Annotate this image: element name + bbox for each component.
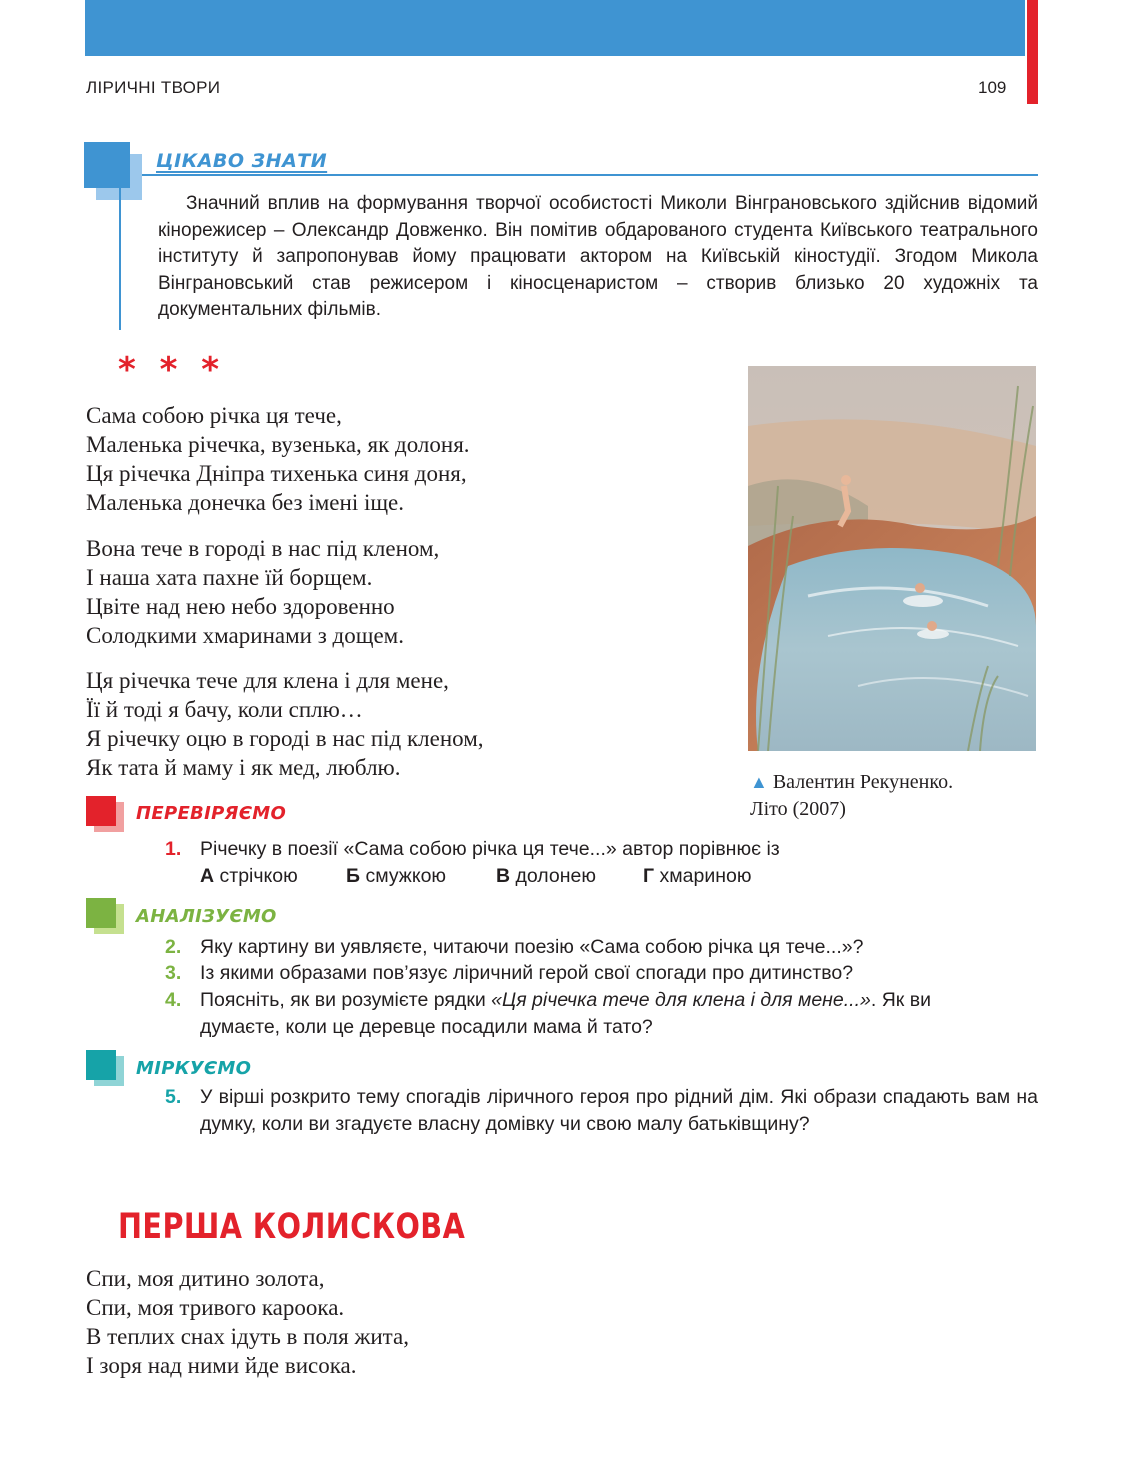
option-b: Б смужкою (346, 865, 447, 887)
poem-line: І наша хата пахне їй борщем. (86, 565, 373, 590)
top-color-band (85, 0, 1025, 56)
poem-line: Ця річечка тече для клена і для мене, (86, 668, 449, 693)
poem-stanza-3 (86, 666, 484, 782)
check-section-icon (86, 796, 116, 826)
poem2-title: ПЕРША КОЛИСКОВА (118, 1207, 466, 1247)
running-head: ЛІРИЧНІ ТВОРИ (86, 78, 221, 97)
question-text-line2: думаєте, коли це деревце посадили мама й тато? (200, 1016, 653, 1038)
poem-line: Вона тече в городі в нас під кленом, (86, 536, 440, 561)
question-number: 2. (165, 936, 182, 958)
question-1 (165, 836, 1045, 890)
question-number: 5. (165, 1086, 182, 1108)
analyze-section-icon (86, 898, 116, 928)
poem-line: Я річечку оцю в городі в нас під кленом, (86, 726, 484, 751)
page-edge-marker (1027, 0, 1038, 104)
info-box-rule (142, 174, 1038, 176)
reason-section-icon (86, 1050, 116, 1080)
option-c: В долонею (496, 865, 596, 887)
caption-author: Валентин Рекуненко. (772, 771, 954, 793)
painting-illustration (748, 366, 1036, 751)
poem-line: Цвіте над нею небо здоровенно (86, 594, 395, 619)
question-text: У вірші розкрито тему спогадів ліричного героя про рідний дім. Які образи спадають вам на думку, коли ви згадуєте власну домівку чи свою малу батьківщину? (200, 1086, 1038, 1135)
answer-options (200, 863, 751, 890)
reason-section-title: МІРКУЄМО (136, 1058, 252, 1079)
info-box-title: ЦІКАВО ЗНАТИ (156, 150, 328, 172)
analyze-section-title: АНАЛІЗУЄМО (136, 906, 277, 927)
question-number: 1. (165, 838, 182, 860)
poem-line: Її й тоді я бачу, коли сплю… (86, 697, 363, 722)
poem-stars-title: * * * (118, 350, 226, 390)
poem-line: Сама собою річка ця тече, (86, 403, 342, 428)
question-number: 4. (165, 989, 182, 1011)
poem-stanza-2 (86, 534, 439, 650)
question-text: Яку картину ви уявляєте, читаючи поезію «Сама собою річка ця тече...»? (200, 936, 864, 958)
poem-stanza-1 (86, 401, 470, 517)
poem2-stanza (86, 1264, 409, 1380)
poem-line: В теплих снах ідуть в поля жита, (86, 1324, 409, 1349)
poem-line: Ця річечка Дніпра тихенька синя доня, (86, 461, 467, 486)
option-a: А стрічкою (200, 865, 298, 887)
question-4 (165, 987, 1045, 1041)
question-2 (165, 934, 1045, 961)
question-text: Із якими образами пов’язує ліричний герой свої спогади про дитинство? (200, 962, 854, 984)
question-5 (165, 1084, 1038, 1164)
info-box-icon (84, 142, 130, 188)
question-number: 3. (165, 962, 182, 984)
question-text: Річечку в поезії «Сама собою річка ця тече...» автор порівнює із (200, 838, 780, 860)
painting-image (748, 366, 1036, 751)
poem-line: Маленька річечка, вузенька, як долоня. (86, 432, 470, 457)
caption-title: Літо (2007) (750, 798, 846, 820)
triangle-marker-icon: ▲ (750, 772, 768, 792)
info-box-text: Значний вплив на формування творчої особистості Миколи Вінграновського здійснив відомий кінорежисер – Олександр Довженко. Він помітив обдарованого студента Київського театрального інституту й запропонував йому працювати актором на Київській кіностудії. Згодом Микола Вінграновський став режисером і кіносценаристом – створив близько 20 художніх та документальних фільмів. (158, 193, 1038, 320)
quoted-lines: «Ця річечка тече для клена і для мене...» (491, 989, 871, 1011)
question-text: Поясніть, як ви розумієте рядки «Ця річечка тече для клена і для мене...». Як ви (200, 989, 931, 1011)
question-3 (165, 960, 1045, 987)
poem-line: Маленька донечка без імені іще. (86, 490, 405, 515)
poem-line: Спи, моя дитино золота, (86, 1266, 325, 1291)
option-d: Г хмариною (643, 865, 752, 887)
info-box-side-line (119, 188, 121, 330)
poem-line: Солодкими хмаринами з дощем. (86, 623, 404, 648)
check-section-title: ПЕРЕВІРЯЄМО (136, 803, 287, 824)
poem-line: Як тата й маму і як мед, люблю. (86, 755, 401, 780)
poem-line: Спи, моя тривого кароока. (86, 1295, 345, 1320)
painting-caption (750, 769, 953, 823)
poem-line: І зоря над ними йде висока. (86, 1353, 357, 1378)
page-number: 109 (978, 78, 1007, 97)
